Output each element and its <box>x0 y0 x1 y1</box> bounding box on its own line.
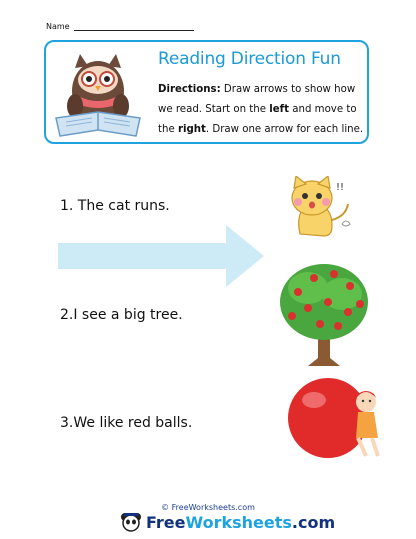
brand-main: Free <box>146 512 186 532</box>
directions-label: Directions: <box>158 84 221 95</box>
name-label: Name <box>46 22 70 31</box>
name-field[interactable] <box>46 22 194 31</box>
right-word: right <box>177 124 206 135</box>
brand-accent: Worksheets <box>185 512 292 532</box>
red-ball-icon <box>286 372 382 464</box>
name-line[interactable] <box>74 22 194 31</box>
example-arrow-icon <box>58 225 264 287</box>
footer-url[interactable]: © FreeWorksheets.com <box>161 503 255 512</box>
sentence-3: 3.We like red balls. <box>60 415 193 431</box>
directions-text <box>158 80 368 140</box>
apple-tree-icon <box>278 258 370 370</box>
directions-part-2: and move to the <box>158 104 357 135</box>
page-title: Reading Direction Fun <box>158 49 341 69</box>
sentence-2: 2.I see a big tree. <box>60 307 183 323</box>
cat-icon <box>286 176 356 240</box>
owl-reading-icon <box>48 46 148 140</box>
directions-part-1: Draw arrows to show how we read. Start on the <box>158 84 356 115</box>
svg-text:!!: !! <box>336 182 345 193</box>
footer-brand-text <box>146 513 335 532</box>
brand-tail: .com <box>291 512 336 532</box>
directions-part-3: . Draw one arrow for each line. <box>205 124 364 135</box>
footer-brand[interactable] <box>120 512 335 532</box>
panda-logo-icon <box>120 512 142 532</box>
sentence-1: 1. The cat runs. <box>60 198 170 214</box>
left-word: left <box>269 104 289 115</box>
